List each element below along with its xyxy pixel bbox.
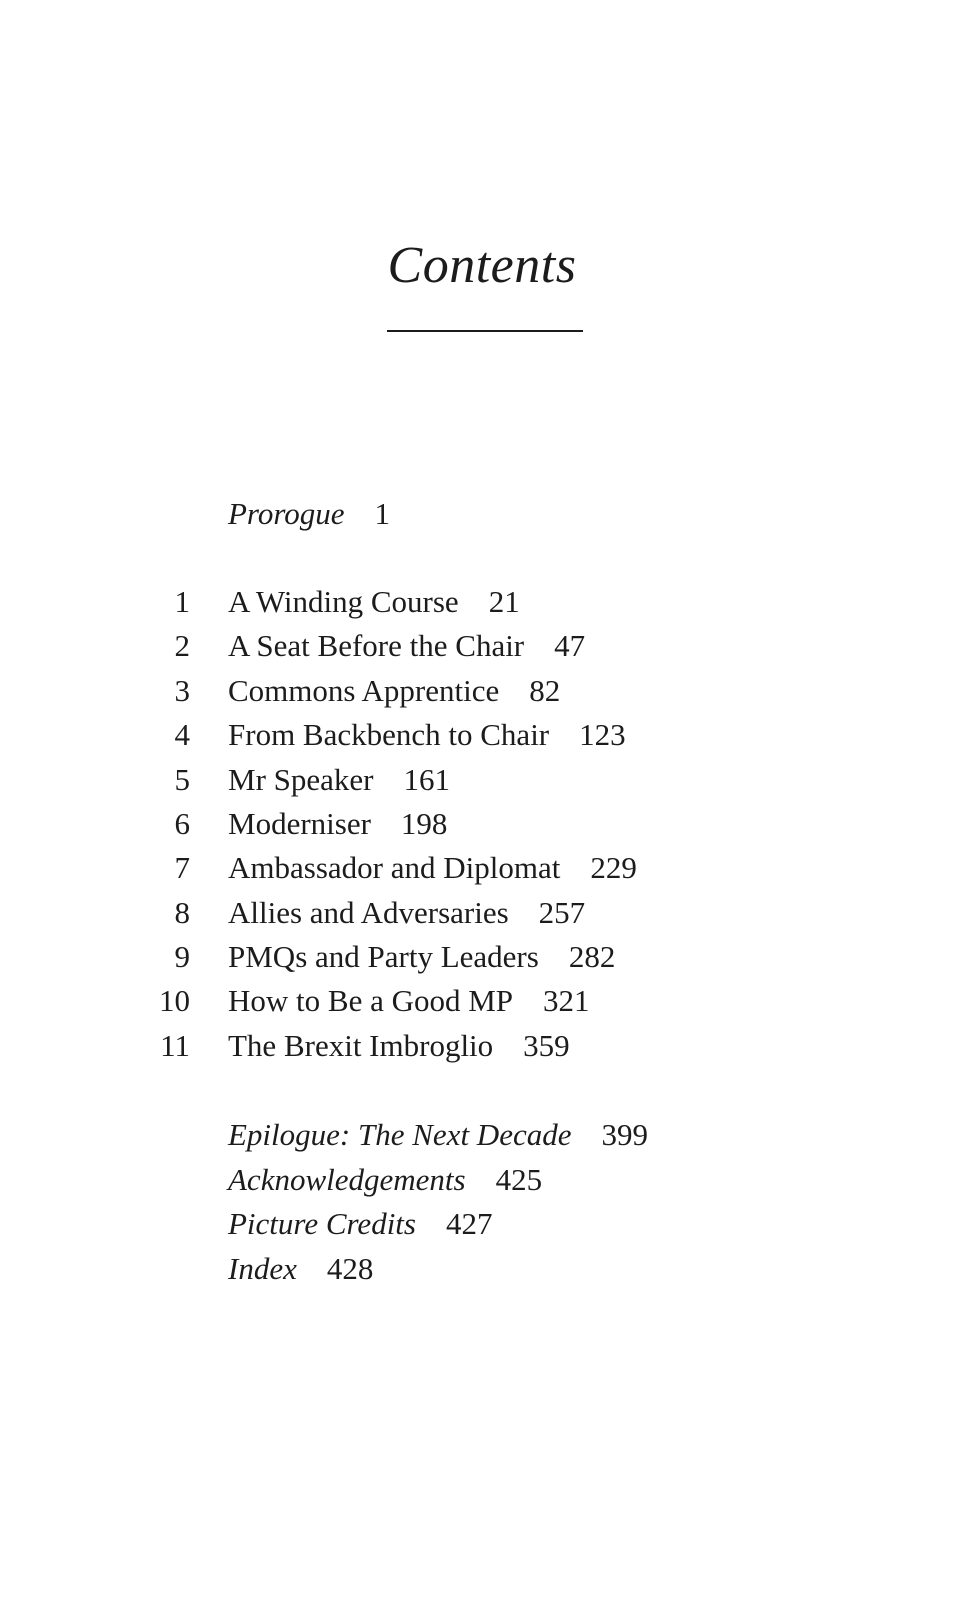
chapter-entry xyxy=(228,669,560,713)
chapter-entry xyxy=(228,979,590,1023)
toc-entry-label: Acknowledgements xyxy=(228,1162,466,1197)
toc-entry-epilogue xyxy=(228,1113,648,1157)
chapter-title: How to Be a Good MP xyxy=(228,983,514,1018)
chapter-title: The Brexit Imbroglio xyxy=(228,1028,494,1063)
chapter-title: Moderniser xyxy=(228,806,371,841)
toc-entry-label: Epilogue: The Next Decade xyxy=(228,1117,572,1152)
chapter-entry xyxy=(228,580,520,624)
chapter-page: 359 xyxy=(523,1028,570,1063)
chapter-number: 7 xyxy=(174,850,190,885)
toc-entry-page: 428 xyxy=(326,1251,374,1286)
chapter-entry xyxy=(228,624,585,668)
toc-entry-index xyxy=(228,1247,373,1291)
toc-entry-acknowledgements xyxy=(228,1158,542,1202)
chapter-number: 5 xyxy=(174,762,190,797)
chapter-page: 321 xyxy=(543,983,590,1018)
chapter-entry xyxy=(228,713,626,757)
chapter-page: 21 xyxy=(488,584,520,619)
toc-entry-label: Picture Credits xyxy=(228,1206,416,1241)
toc-entry-picture-credits xyxy=(228,1202,492,1246)
chapter-number: 9 xyxy=(174,939,190,974)
page-title: Contents xyxy=(387,237,577,294)
toc-entry-page: 1 xyxy=(374,496,391,531)
chapter-entry xyxy=(228,846,637,890)
chapter-title: A Winding Course xyxy=(228,584,459,619)
chapter-title: A Seat Before the Chair xyxy=(228,628,525,663)
chapter-page: 198 xyxy=(400,806,448,841)
chapter-page: 161 xyxy=(403,762,450,797)
chapter-title: Commons Apprentice xyxy=(228,673,500,708)
chapter-entry xyxy=(228,891,585,935)
chapter-title: From Backbench to Chair xyxy=(228,717,550,752)
chapter-title: Mr Speaker xyxy=(228,762,374,797)
chapter-entry xyxy=(228,758,450,802)
toc-entry-page: 399 xyxy=(601,1117,648,1152)
chapter-page: 123 xyxy=(579,717,626,752)
chapter-title: Allies and Adversaries xyxy=(228,895,509,930)
toc-entry-label: Prorogue xyxy=(228,496,345,531)
chapter-number: 2 xyxy=(174,628,190,663)
chapter-number: 1 xyxy=(174,584,190,619)
chapter-page: 229 xyxy=(590,850,637,885)
chapter-number: 11 xyxy=(160,1028,190,1063)
chapter-number: 4 xyxy=(174,717,190,752)
toc-entry-page: 425 xyxy=(495,1162,543,1197)
chapter-page: 282 xyxy=(568,939,616,974)
chapter-number: 6 xyxy=(174,806,190,841)
chapter-entry xyxy=(228,1024,570,1068)
chapter-title: PMQs and Party Leaders xyxy=(228,939,539,974)
chapter-title: Ambassador and Diplomat xyxy=(228,850,561,885)
chapter-number: 10 xyxy=(159,983,190,1018)
toc-entry-prorogue xyxy=(228,492,390,536)
chapter-page: 257 xyxy=(538,895,586,930)
toc-entry-page: 427 xyxy=(445,1206,493,1241)
chapter-number: 8 xyxy=(174,895,190,930)
chapter-page: 82 xyxy=(529,673,561,708)
chapter-number: 3 xyxy=(174,673,190,708)
toc-entry-label: Index xyxy=(228,1251,297,1286)
chapter-entry xyxy=(228,935,615,979)
chapter-entry xyxy=(228,802,447,846)
chapter-page: 47 xyxy=(554,628,586,663)
